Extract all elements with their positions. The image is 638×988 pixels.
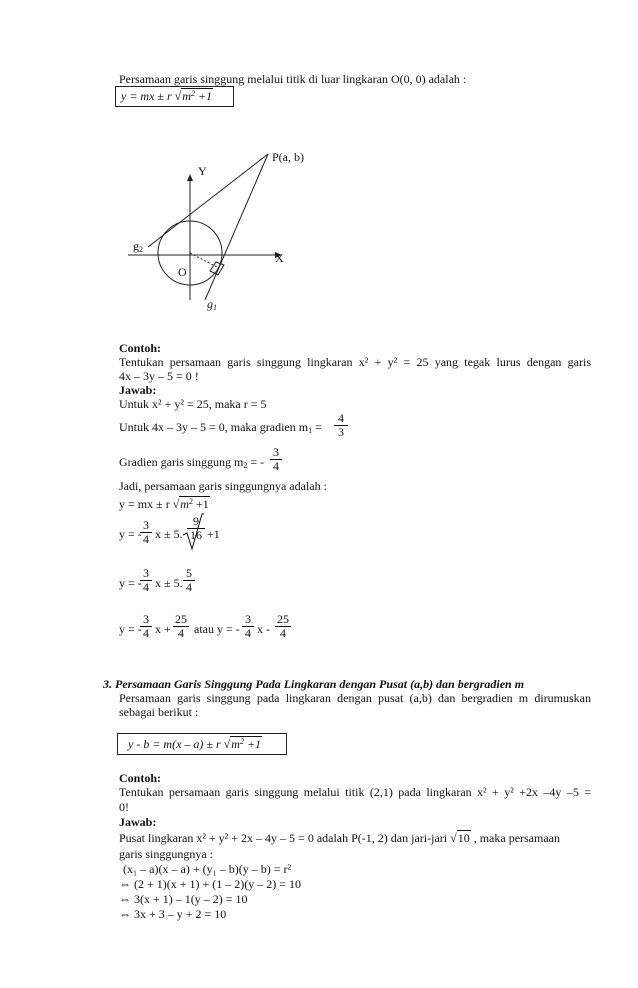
fraction-m1: $\frac{4}{3}$ [334, 412, 348, 439]
formula-radicand: m [182, 89, 191, 103]
intro-text: Persamaan garis singgung melalui titik di luar lingkaran O(0, 0) adalah : [119, 72, 467, 86]
example1-step2: Untuk 4x – 3y – 5 = 0, maka gradien $m_1$ = [119, 420, 322, 435]
tangent-line-g2 [148, 154, 268, 247]
example1-step1: Untuk x² + y² = 25, maka r = 5 [119, 397, 267, 411]
example1-answer-heading: Jawab: [119, 383, 157, 397]
fraction-eq2-radicand: $\frac{9}{16}$ [187, 515, 205, 542]
fraction-eq3a: $\frac{3}{4}$ [140, 567, 152, 594]
fraction-eq2: $\frac{3}{4}$ [140, 519, 152, 546]
label-g1: $g_1$ [207, 297, 217, 312]
section3-title: 3. Persamaan Garis Singgung Pada Lingkaran dengan Pusat (a,b) dan bergradien m [103, 677, 525, 691]
example2-step2: ⇔ (2 + 1)(x + 1) + (1 – 2)(y – 2) = 10 [119, 877, 302, 891]
example1-eq2-tail: +1 [207, 527, 220, 541]
example1-eq2-lhs: y = - [119, 527, 142, 541]
example1-eq4-or: atau y = - [194, 622, 240, 636]
example2-answer-heading: Jawab: [119, 815, 157, 829]
example2-step4: ⇔ 3x + 3 – y + 2 = 10 [119, 907, 227, 921]
example2-question-line2: 0! [119, 800, 129, 814]
example2-question-line1: Tentukan persamaan garis singgung melalui titik (2,1) pada lingkaran x² + y² +2x –4y –5 = [119, 785, 591, 799]
formula-lhs: y = mx ± r [121, 89, 172, 103]
example1-step4: Jadi, persamaan garis singgungnya adalah : [119, 479, 327, 493]
example2-step3: ⇔ 3(x + 1) – 1(y – 2) = 10 [119, 892, 248, 906]
fraction-eq4d: $\frac{25}{4}$ [277, 612, 289, 640]
example1-eq2-mid: x ± 5. [155, 527, 183, 541]
label-g2: $g_2$ [133, 239, 143, 254]
example1-heading: Contoh: [119, 341, 162, 355]
section3-desc-line2: sebagai berikut : [119, 705, 199, 719]
fraction-eq3b: $\frac{5}{4}$ [183, 567, 195, 594]
intro-formula: y = mx ± r $√m^2 +1$ [121, 89, 213, 103]
example1-question-line1: Tentukan persamaan garis singgung lingkaran x² + y² = 25 yang tegak lurus dengan garis [119, 355, 591, 369]
tangent-line-g1 [205, 154, 268, 300]
label-point-p: P(a, b) [272, 150, 304, 164]
section3-formula: y - b = m(x – a) ± r $√m^2 +1$ [128, 737, 262, 751]
example1-eq4-mid2: x - [257, 622, 270, 636]
example1-eq4-lhs: y = - [119, 622, 142, 636]
section3-formula-box [117, 733, 287, 755]
example1-question-line2: 4x – 3y – 5 = 0 ! [119, 369, 199, 383]
example1-eq3-mid: x ± 5. [155, 576, 183, 590]
example2-step1: (x₁ – a)(x – a) + (y₁ – b)(y – b) = r² [123, 862, 292, 876]
fraction-m2: $\frac{3}{4}$ [270, 446, 282, 473]
label-y-axis: Y [198, 164, 207, 178]
section3-desc-line1: Persamaan garis singgung pada lingkaran dengan pusat (a,b) dan bergradien m dirumuskan [119, 691, 591, 705]
formula-tail: +1 [194, 89, 213, 103]
fraction-eq4b: $\frac{25}{4}$ [175, 612, 187, 640]
label-x-axis: X [275, 251, 284, 265]
label-origin: O [178, 265, 187, 279]
example1-eq3-lhs: y = - [119, 576, 142, 590]
y-axis-arrow [187, 174, 193, 181]
example1-step3: Gradien garis singgung $m_2$ = - [119, 455, 265, 470]
example1-eq4-mid: x + [155, 622, 171, 636]
example2-heading: Contoh: [119, 771, 162, 785]
example2-answer-line2: garis singgungnya : [119, 847, 213, 861]
example1-eq1: y = mx ± r $√m^2 +1$ [119, 497, 209, 511]
tangent-diagram [0, 0, 638, 330]
formula-exponent: 2 [190, 89, 195, 98]
fraction-eq4a: $\frac{3}{4}$ [140, 613, 152, 640]
fraction-eq4c: $\frac{3}{4}$ [242, 613, 254, 640]
example2-answer-line1: Pusat lingkaran x² + y² + 2x – 4y – 5 = 0 adalah P(-1, 2) dan jari-jari √10 , maka persamaan [119, 831, 560, 845]
